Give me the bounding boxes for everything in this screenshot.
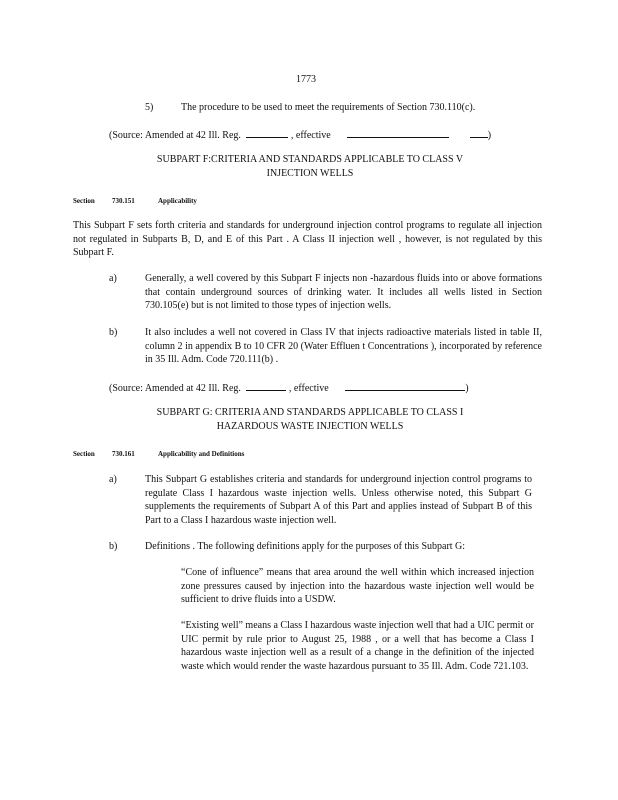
item-151a-number: a) bbox=[109, 273, 117, 284]
source-suffix: ) bbox=[465, 383, 469, 394]
item-151b-number: b) bbox=[109, 327, 118, 338]
section-151-number: 730.151 bbox=[112, 197, 135, 205]
reg-blank bbox=[246, 128, 288, 138]
source-mid: , effective bbox=[288, 383, 329, 394]
source-prefix: (Source: Amended at 42 Ill. Reg. bbox=[109, 383, 241, 394]
section-161-title: Applicability and Definitions bbox=[158, 450, 245, 458]
section-151-paragraph: This Subpart F sets forth criteria and standards for underground injection control programs to regulate all injection not regulated in Subparts B, D, and E of this Part . A Class II injection well , however, is not regulated by this Subpart F. bbox=[73, 220, 542, 258]
item-161b-number: b) bbox=[109, 541, 118, 552]
source-note-1 bbox=[109, 128, 491, 143]
item-161a-text: This Subpart G establishes criteria and standards for underground injection control programs to regulate Class I hazardous waste injection wells. Unless otherwise noted, this Subpart G supplements the requirements of Subpart A of this Part and applies instead of Subpart B of this Part to a Class I hazardous waste injection well. bbox=[145, 474, 532, 526]
section-151-title: Applicability bbox=[158, 197, 197, 205]
source-note-2 bbox=[109, 381, 469, 396]
subpart-f-heading-line2: INJECTION WELLS bbox=[266, 168, 354, 179]
effective-blank bbox=[345, 381, 465, 391]
section-161-number: 730.161 bbox=[112, 450, 135, 458]
item-5-text: The procedure to be used to meet the requirements of Section 730.110(c). bbox=[181, 102, 476, 113]
item-161a-number: a) bbox=[109, 474, 117, 485]
subpart-g-heading-line1: SUBPART G: CRITERIA AND STANDARDS APPLICABLE TO CLASS I bbox=[156, 407, 464, 418]
item-151b-text: It also includes a well not covered in Class IV that injects radioactive materials listed in table II, column 2 in appendix B to 10 CFR 20 (Water Effluen t Concentrations ), incorporated by reference in 35 Ill. Adm. Code 720.111(b) . bbox=[145, 327, 542, 365]
source-mid: , effective bbox=[290, 130, 331, 141]
item-5-number: 5) bbox=[145, 102, 154, 113]
section-151-label: Section bbox=[73, 197, 95, 205]
definition-existing-well: “Existing well” means a Class I hazardous waste injection well that had a UIC permit or UIC permit by rule prior to August 25, 1988 , or a well that has become a Class I hazardous waste injection well as a result of a change in the definition of the injected waste which would render the waste hazardous pursuant to 35 Ill. Adm. Code 721.103. bbox=[181, 620, 534, 672]
definition-cone-of-influence: “Cone of influence” means that area around the well within which increased injection zone pressures caused by injection into the hazardous waste injection well would be sufficient to drive fluids into a USDW. bbox=[181, 567, 534, 605]
subpart-g-heading-line2: HAZARDOUS WASTE INJECTION WELLS bbox=[216, 421, 404, 432]
item-161b-text: Definitions . The following definitions apply for the purposes of this Subpart G: bbox=[145, 541, 466, 552]
page-number: 1773 bbox=[296, 74, 316, 85]
effective-blank-2 bbox=[470, 128, 488, 138]
source-prefix: (Source: Amended at 42 Ill. Reg. bbox=[109, 130, 241, 141]
section-161-label: Section bbox=[73, 450, 95, 458]
effective-blank bbox=[347, 128, 449, 138]
reg-blank bbox=[246, 381, 286, 391]
source-suffix: ) bbox=[487, 130, 492, 141]
item-151a-text: Generally, a well covered by this Subpart F injects non -hazardous fluids into or above formations that contain underground sources of drinking water. It includes all wells listed in Section 730.105(e) but is not limited to those types of injection wells. bbox=[145, 273, 542, 311]
subpart-f-heading-line1: SUBPART F:CRITERIA AND STANDARDS APPLICABLE TO CLASS V bbox=[156, 154, 464, 165]
